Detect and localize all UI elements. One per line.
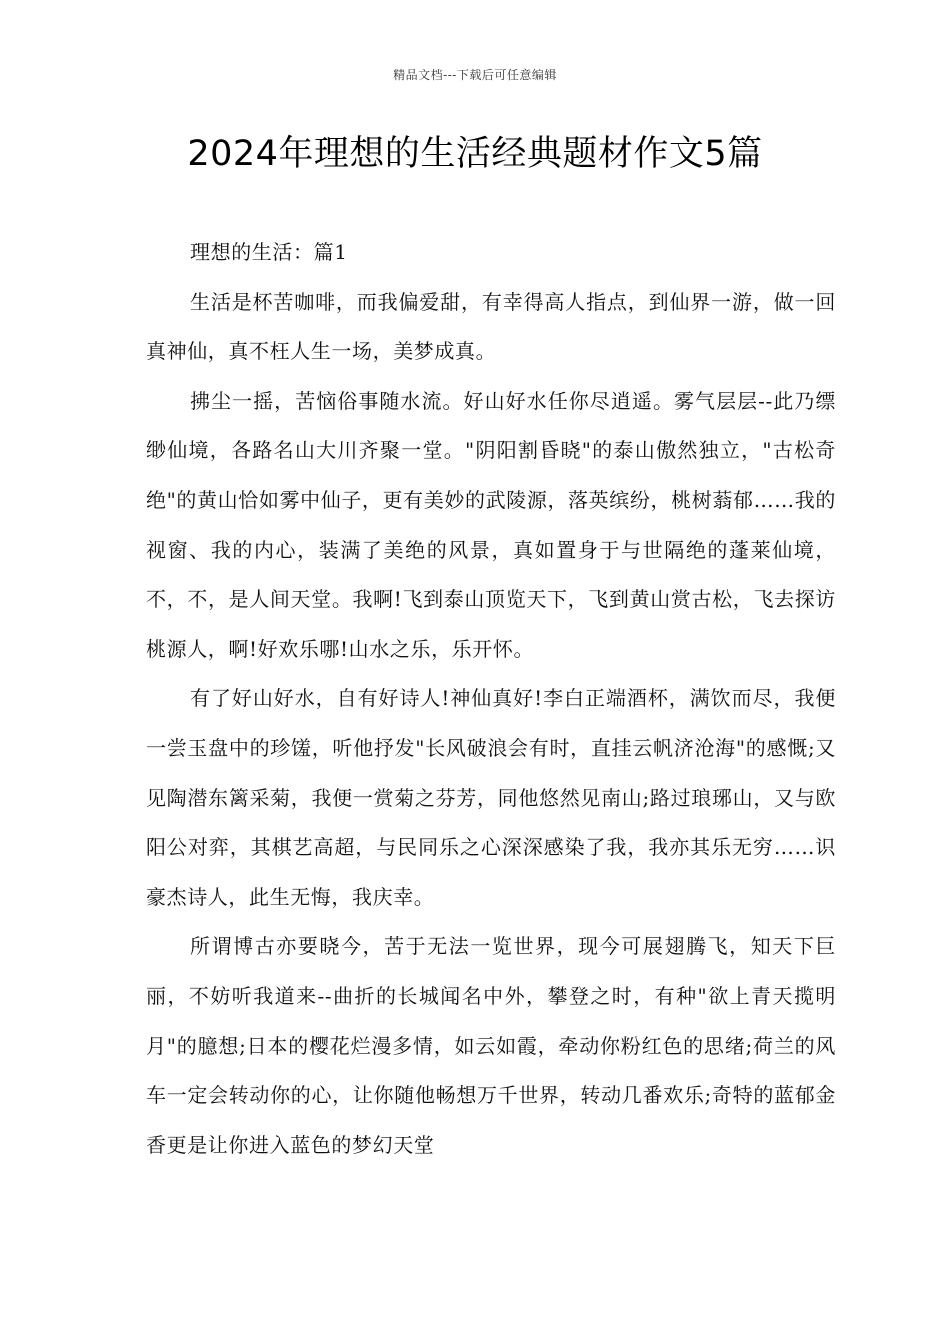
paragraph-4: 所谓博古亦要晓今，苦于无法一览世界，现今可展翅腾飞，知天下巨丽，不妨听我道来--曲折的长城闻名中外，攀登之时，有种"欲上青天揽明月"的臆想;日本的樱花烂漫多情，如云如霞，牵动你粉红色的思绪;荷兰的风车一定会转动你的心，让你随他畅想万千世界，转动几番欢乐;奇特的蓝郁金香更是让你进入蓝色的梦幻天堂 [146,934,836,1157]
paragraph-2: 拂尘一摇，苦恼俗事随水流。好山好水任你尽逍遥。雾气层层--此乃缥缈仙境，各路名山大川齐聚一堂。"阴阳割昏晓"的泰山傲然独立，"古松奇绝"的黄山恰如雾中仙子，更有美妙的武陵源，落英缤纷，桃树蓊郁……我的视窗、我的内心，装满了美绝的风景，真如置身于与世隔绝的蓬莱仙境，不，不，是人间天堂。我啊!飞到泰山顶览天下，飞到黄山赏古松，飞去探访桃源人，啊!好欢乐哪!山水之乐，乐开怀。 [146,388,836,661]
document-title: 2024年理想的生活经典题材作文5篇 [187,134,763,174]
paragraph-1: 生活是杯苦咖啡，而我偏爱甜，有幸得高人指点，到仙界一游，做一回真神仙，真不枉人生一场，美梦成真。 [146,289,836,364]
paragraph-3: 有了好山好水，自有好诗人!神仙真好!李白正端酒杯，满饮而尽，我便一尝玉盘中的珍馐，听他抒发"长风破浪会有时，直挂云帆济沧海"的感慨;又见陶潜东篱采菊，我便一赏菊之芬芳，同他悠然见南山;路过琅琊山，又与欧阳公对弈，其棋艺高超，与民同乐之心深深感染了我，我亦其乐无穷……识豪杰诗人，此生无悔，我庆幸。 [146,686,836,909]
document-body [146,228,836,1170]
section-heading: 理想的生活：篇1 [190,240,348,264]
header-note: 精品文档---下载后可任意编辑 [393,68,557,82]
